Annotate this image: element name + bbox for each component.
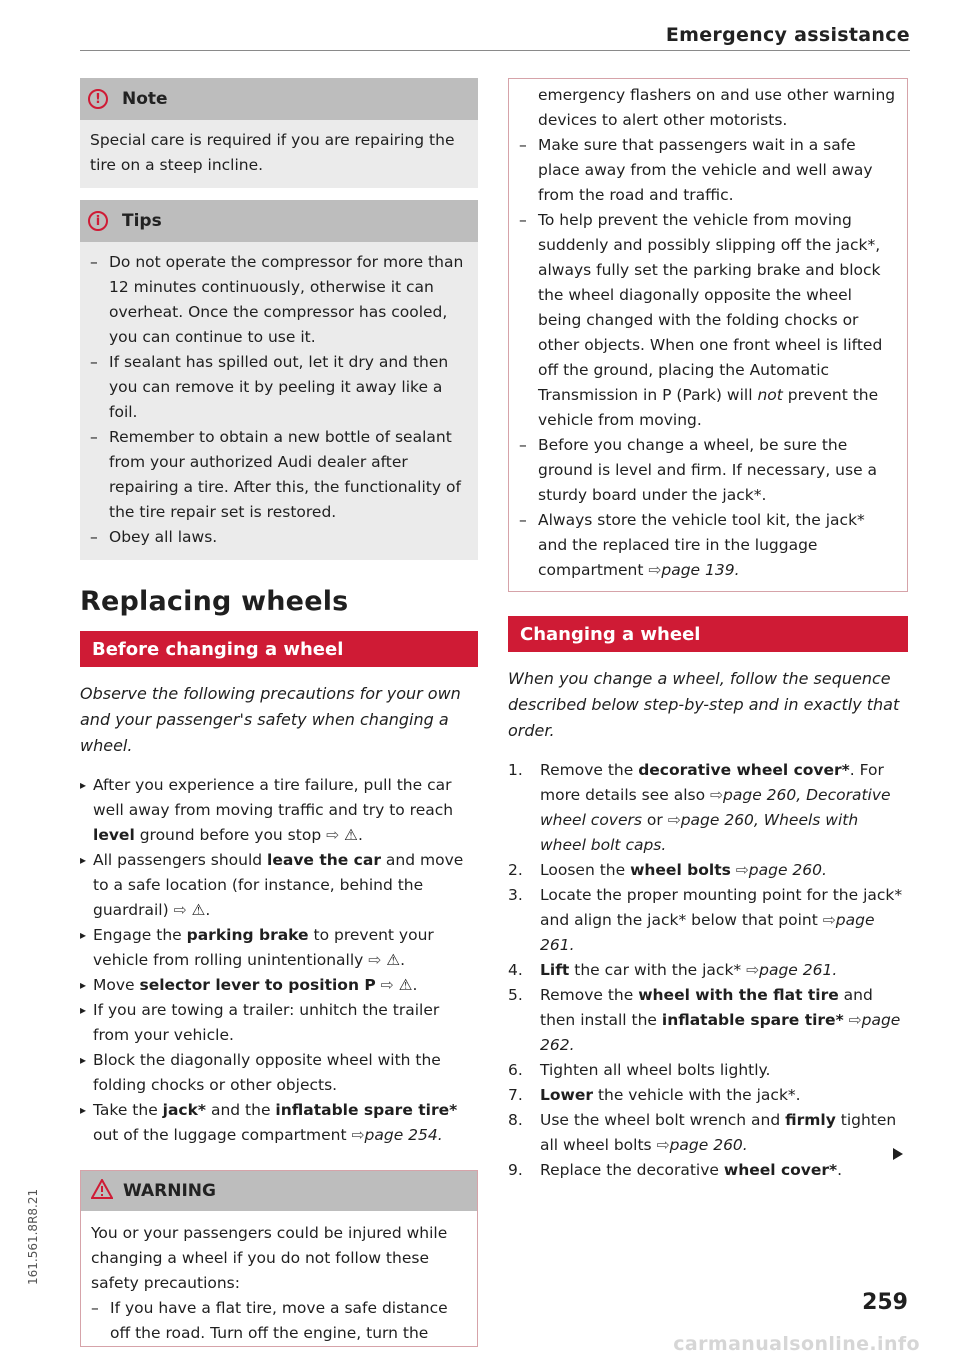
warning-box-continued [508, 78, 908, 592]
info-icon: i [88, 211, 108, 231]
tip-item: – Do not operate the compressor for more than 12 minutes continuously, otherwise it can overheat. Once the compressor has cooled, you can continue to use it. [90, 250, 468, 350]
warning-triangle-icon: ⚠ [398, 976, 413, 994]
page-reference[interactable]: page 261. [759, 961, 838, 979]
precaution-item: ▸ Take the jack* and the inflatable spare tire* out of the luggage compartment ⇨page 254. [80, 1098, 478, 1148]
step-item: 9. Replace the decorative wheel cover*. [508, 1161, 843, 1179]
left-column [80, 78, 478, 1347]
page-number: 259 [862, 1290, 908, 1315]
warning-item: – Make sure that passengers wait in a safe place away from the vehicle and well away from the road and traffic. [519, 133, 897, 208]
warning-title: WARNING [123, 1181, 216, 1201]
header-divider [80, 50, 910, 51]
step-item: 7. Lower the vehicle with the jack*. [508, 1086, 801, 1104]
page-reference[interactable]: page 260, Decorative wheel covers [540, 786, 891, 829]
warning-list [519, 133, 897, 583]
tip-item: – Remember to obtain a new bottle of sealant from your authorized Audi dealer after repairing a tire. After this, the functionality of the tire repair set is restored. [90, 425, 468, 525]
step-item: 3. Locate the proper mounting point for the jack* and align the jack* below that point ⇨page 261. [508, 886, 903, 954]
page-reference[interactable]: page 260, Wheels with wheel bolt caps. [540, 811, 859, 854]
intro-changing-wheel: When you change a wheel, follow the sequence described below step-by-step and in exactly that order. [508, 669, 900, 740]
ref-arrow-icon: ⇨ [710, 786, 724, 804]
tips-title: Tips [122, 211, 162, 231]
page-reference[interactable]: page 262. [540, 1011, 901, 1054]
warning-triangle-icon: ⚠ [191, 901, 206, 919]
page-reference[interactable]: page 260. [669, 1136, 748, 1154]
warning-item: – Always store the vehicle tool kit, the jack* and the replaced tire in the luggage compartment ⇨page 139. [519, 508, 897, 583]
right-column [508, 78, 908, 1183]
precaution-item: ▸ After you experience a tire failure, pull the car well away from moving traffic and try to reach level ground before you stop ⇨ ⚠. [80, 773, 478, 848]
tip-item: – If sealant has spilled out, let it dry and then you can remove it by peeling it away like a foil. [90, 350, 468, 425]
ref-arrow-icon: ⇨ [351, 1126, 365, 1144]
precaution-item: ▸ All passengers should leave the car and move to a safe location (for instance, behind the guardrail) ⇨ ⚠. [80, 848, 478, 923]
warning-triangle-icon [91, 1179, 113, 1204]
subsection-changing-wheel: Changing a wheel [508, 616, 908, 652]
step-item: 8. Use the wheel bolt wrench and firmly tighten all wheel bolts ⇨page 260. [508, 1111, 897, 1154]
warning-intro: You or your passengers could be injured while changing a wheel if you do not follow these safety precautions: [91, 1224, 448, 1292]
exclamation-icon: ! [88, 89, 108, 109]
page-header-title: Emergency assistance [665, 24, 910, 46]
step-item: 1. Remove the decorative wheel cover*. For more details see also ⇨page 260, Decorative wheel covers or ⇨page 260, Wheels with wheel bolt caps. [508, 761, 891, 854]
intro-before-changing: Observe the following precautions for your own and your passenger's safety when changing a wheel. [80, 684, 461, 755]
ref-arrow-icon: ⇨ [656, 1136, 670, 1154]
warning-triangle-icon: ⚠ [386, 951, 401, 969]
warning-item-continued: emergency flashers on and use other warning devices to alert other motorists. [538, 86, 896, 129]
page-reference[interactable]: page 260. [748, 861, 827, 879]
precaution-item: ▸ Block the diagonally opposite wheel with the folding chocks or other objects. [80, 1048, 478, 1098]
tips-box [80, 200, 478, 560]
step-item: 2. Loosen the wheel bolts ⇨page 260. [508, 861, 827, 879]
note-title: Note [122, 89, 168, 109]
ref-arrow-icon: ⇨ [848, 1011, 862, 1029]
warning-list-start [91, 1296, 467, 1346]
steps-list [508, 758, 908, 1183]
ref-arrow-icon: ⇨ [173, 901, 187, 919]
precaution-item: ▸ If you are towing a trailer: unhitch the trailer from your vehicle. [80, 998, 478, 1048]
subsection-before-changing: Before changing a wheel [80, 631, 478, 667]
note-text: Special care is required if you are repairing the tire on a steep incline. [90, 131, 455, 174]
tips-list [90, 250, 468, 550]
document-code: 161.561.8R8.21 [26, 1188, 40, 1285]
ref-arrow-icon: ⇨ [326, 826, 340, 844]
continue-arrow-icon [893, 1148, 903, 1160]
ref-arrow-icon: ⇨ [648, 561, 662, 579]
ref-arrow-icon: ⇨ [368, 951, 382, 969]
warning-item: – Before you change a wheel, be sure the ground is level and firm. If necessary, use a sturdy board under the jack*. [519, 433, 897, 508]
precaution-item: ▸ Engage the parking brake to prevent your vehicle from rolling unintentionally ⇨ ⚠. [80, 923, 478, 973]
warning-triangle-icon: ⚠ [344, 826, 358, 844]
tips-header [80, 200, 478, 242]
ref-arrow-icon: ⇨ [735, 861, 749, 879]
step-item: 5. Remove the wheel with the flat tire and then install the inflatable spare tire* ⇨page 262. [508, 986, 901, 1054]
warning-header [81, 1171, 477, 1211]
ref-arrow-icon: ⇨ [746, 961, 760, 979]
note-header [80, 78, 478, 120]
warning-item: – If you have a flat tire, move a safe distance off the road. Turn off the engine, turn the [91, 1296, 467, 1346]
page-reference[interactable]: page 254. [364, 1126, 443, 1144]
ref-arrow-icon: ⇨ [380, 976, 394, 994]
watermark: carmanualsonline.info [673, 1333, 920, 1355]
page-reference[interactable]: page 139. [661, 561, 740, 579]
tip-item: – Obey all laws. [90, 525, 468, 550]
precaution-item: ▸ Move selector lever to position P ⇨ ⚠. [80, 973, 478, 998]
precautions-list [80, 773, 478, 1148]
ref-arrow-icon: ⇨ [667, 811, 681, 829]
ref-arrow-icon: ⇨ [822, 911, 836, 929]
note-box [80, 78, 478, 188]
warning-box [80, 1170, 478, 1347]
step-item: 4. Lift the car with the jack* ⇨page 261. [508, 961, 838, 979]
page-reference[interactable]: page 261. [540, 911, 875, 954]
warning-item: – To help prevent the vehicle from moving suddenly and possibly slipping off the jack*, always fully set the parking brake and block the wheel diagonally opposite the wheel being changed with the folding chocks or other objects. When one front wheel is lifted off the ground, placing the Automatic Transmission in P (Park) will not prevent the vehicle from moving. [519, 208, 897, 433]
step-item: 6. Tighten all wheel bolts lightly. [508, 1061, 771, 1079]
section-title: Replacing wheels [80, 586, 349, 617]
